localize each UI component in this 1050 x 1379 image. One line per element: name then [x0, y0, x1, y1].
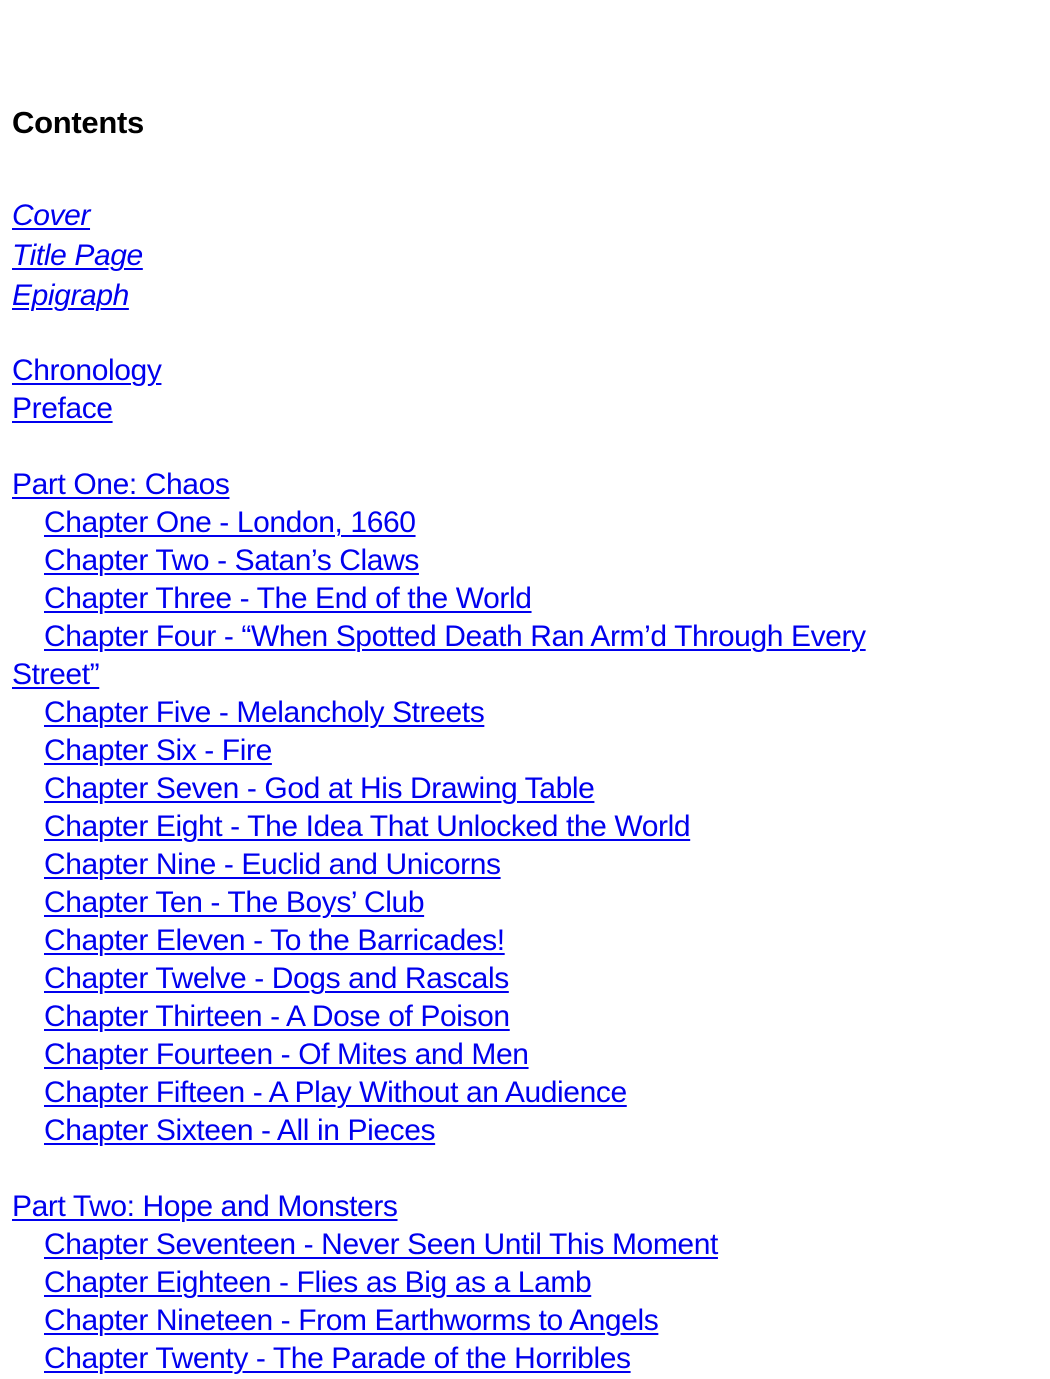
toc-link-chapter[interactable]: Chapter Six - Fire	[44, 734, 272, 767]
toc-link-chapter[interactable]: Chapter Fifteen - A Play Without an Audience	[44, 1076, 627, 1109]
toc-link-chapter[interactable]: Chapter Three - The End of the World	[44, 582, 532, 615]
toc-link-chapter[interactable]: Chapter Two - Satan’s Claws	[44, 544, 419, 577]
toc-link-cover[interactable]: Cover	[12, 199, 91, 232]
toc-link-chapter[interactable]: Chapter Eighteen - Flies as Big as a Lamb	[44, 1266, 592, 1299]
part-one-list	[12, 466, 932, 1150]
toc-link-chapter[interactable]: Chapter Twenty - The Parade of the Horribles	[44, 1342, 631, 1375]
toc-link-chapter[interactable]: Chapter Nineteen - From Earthworms to Angels	[44, 1304, 659, 1337]
toc-link-chapter[interactable]: Chapter Seven - God at His Drawing Table	[44, 772, 595, 805]
toc-link-chapter[interactable]: Chapter Thirteen - A Dose of Poison	[44, 1000, 510, 1033]
intro-matter-list	[12, 352, 161, 428]
toc-link-chapter[interactable]: Chapter Nine - Euclid and Unicorns	[44, 848, 501, 881]
toc-link-chapter[interactable]: Chapter Twelve - Dogs and Rascals	[44, 962, 509, 995]
toc-link-chapter[interactable]: Chapter Eight - The Idea That Unlocked the World	[44, 810, 691, 843]
toc-link-chapter[interactable]: Chapter Seventeen - Never Seen Until This Moment	[44, 1228, 718, 1261]
toc-link-chapter[interactable]: Chapter Eleven - To the Barricades!	[44, 924, 505, 957]
toc-link-part-two[interactable]: Part Two: Hope and Monsters	[12, 1190, 398, 1223]
toc-link-epigraph[interactable]: Epigraph	[12, 279, 129, 312]
toc-link-chapter[interactable]: Chapter Fourteen - Of Mites and Men	[44, 1038, 529, 1071]
toc-link-preface[interactable]: Preface	[12, 392, 113, 425]
toc-link-title-page[interactable]: Title Page	[12, 239, 143, 272]
toc-link-chapter[interactable]: Chapter Ten - The Boys’ Club	[44, 886, 425, 919]
front-matter-list	[12, 196, 143, 316]
toc-link-chapter[interactable]: Chapter Four - “When Spotted Death Ran Arm’d Through Every Street”	[12, 620, 866, 691]
toc-link-chapter[interactable]: Chapter Sixteen - All in Pieces	[44, 1114, 436, 1147]
toc-link-chronology[interactable]: Chronology	[12, 354, 162, 387]
page-title: Contents	[12, 105, 144, 140]
toc-link-chapter[interactable]: Chapter Five - Melancholy Streets	[44, 696, 485, 729]
part-two-list	[12, 1188, 718, 1378]
toc-link-chapter[interactable]: Chapter One - London, 1660	[44, 506, 416, 539]
toc-link-part-one[interactable]: Part One: Chaos	[12, 468, 230, 501]
